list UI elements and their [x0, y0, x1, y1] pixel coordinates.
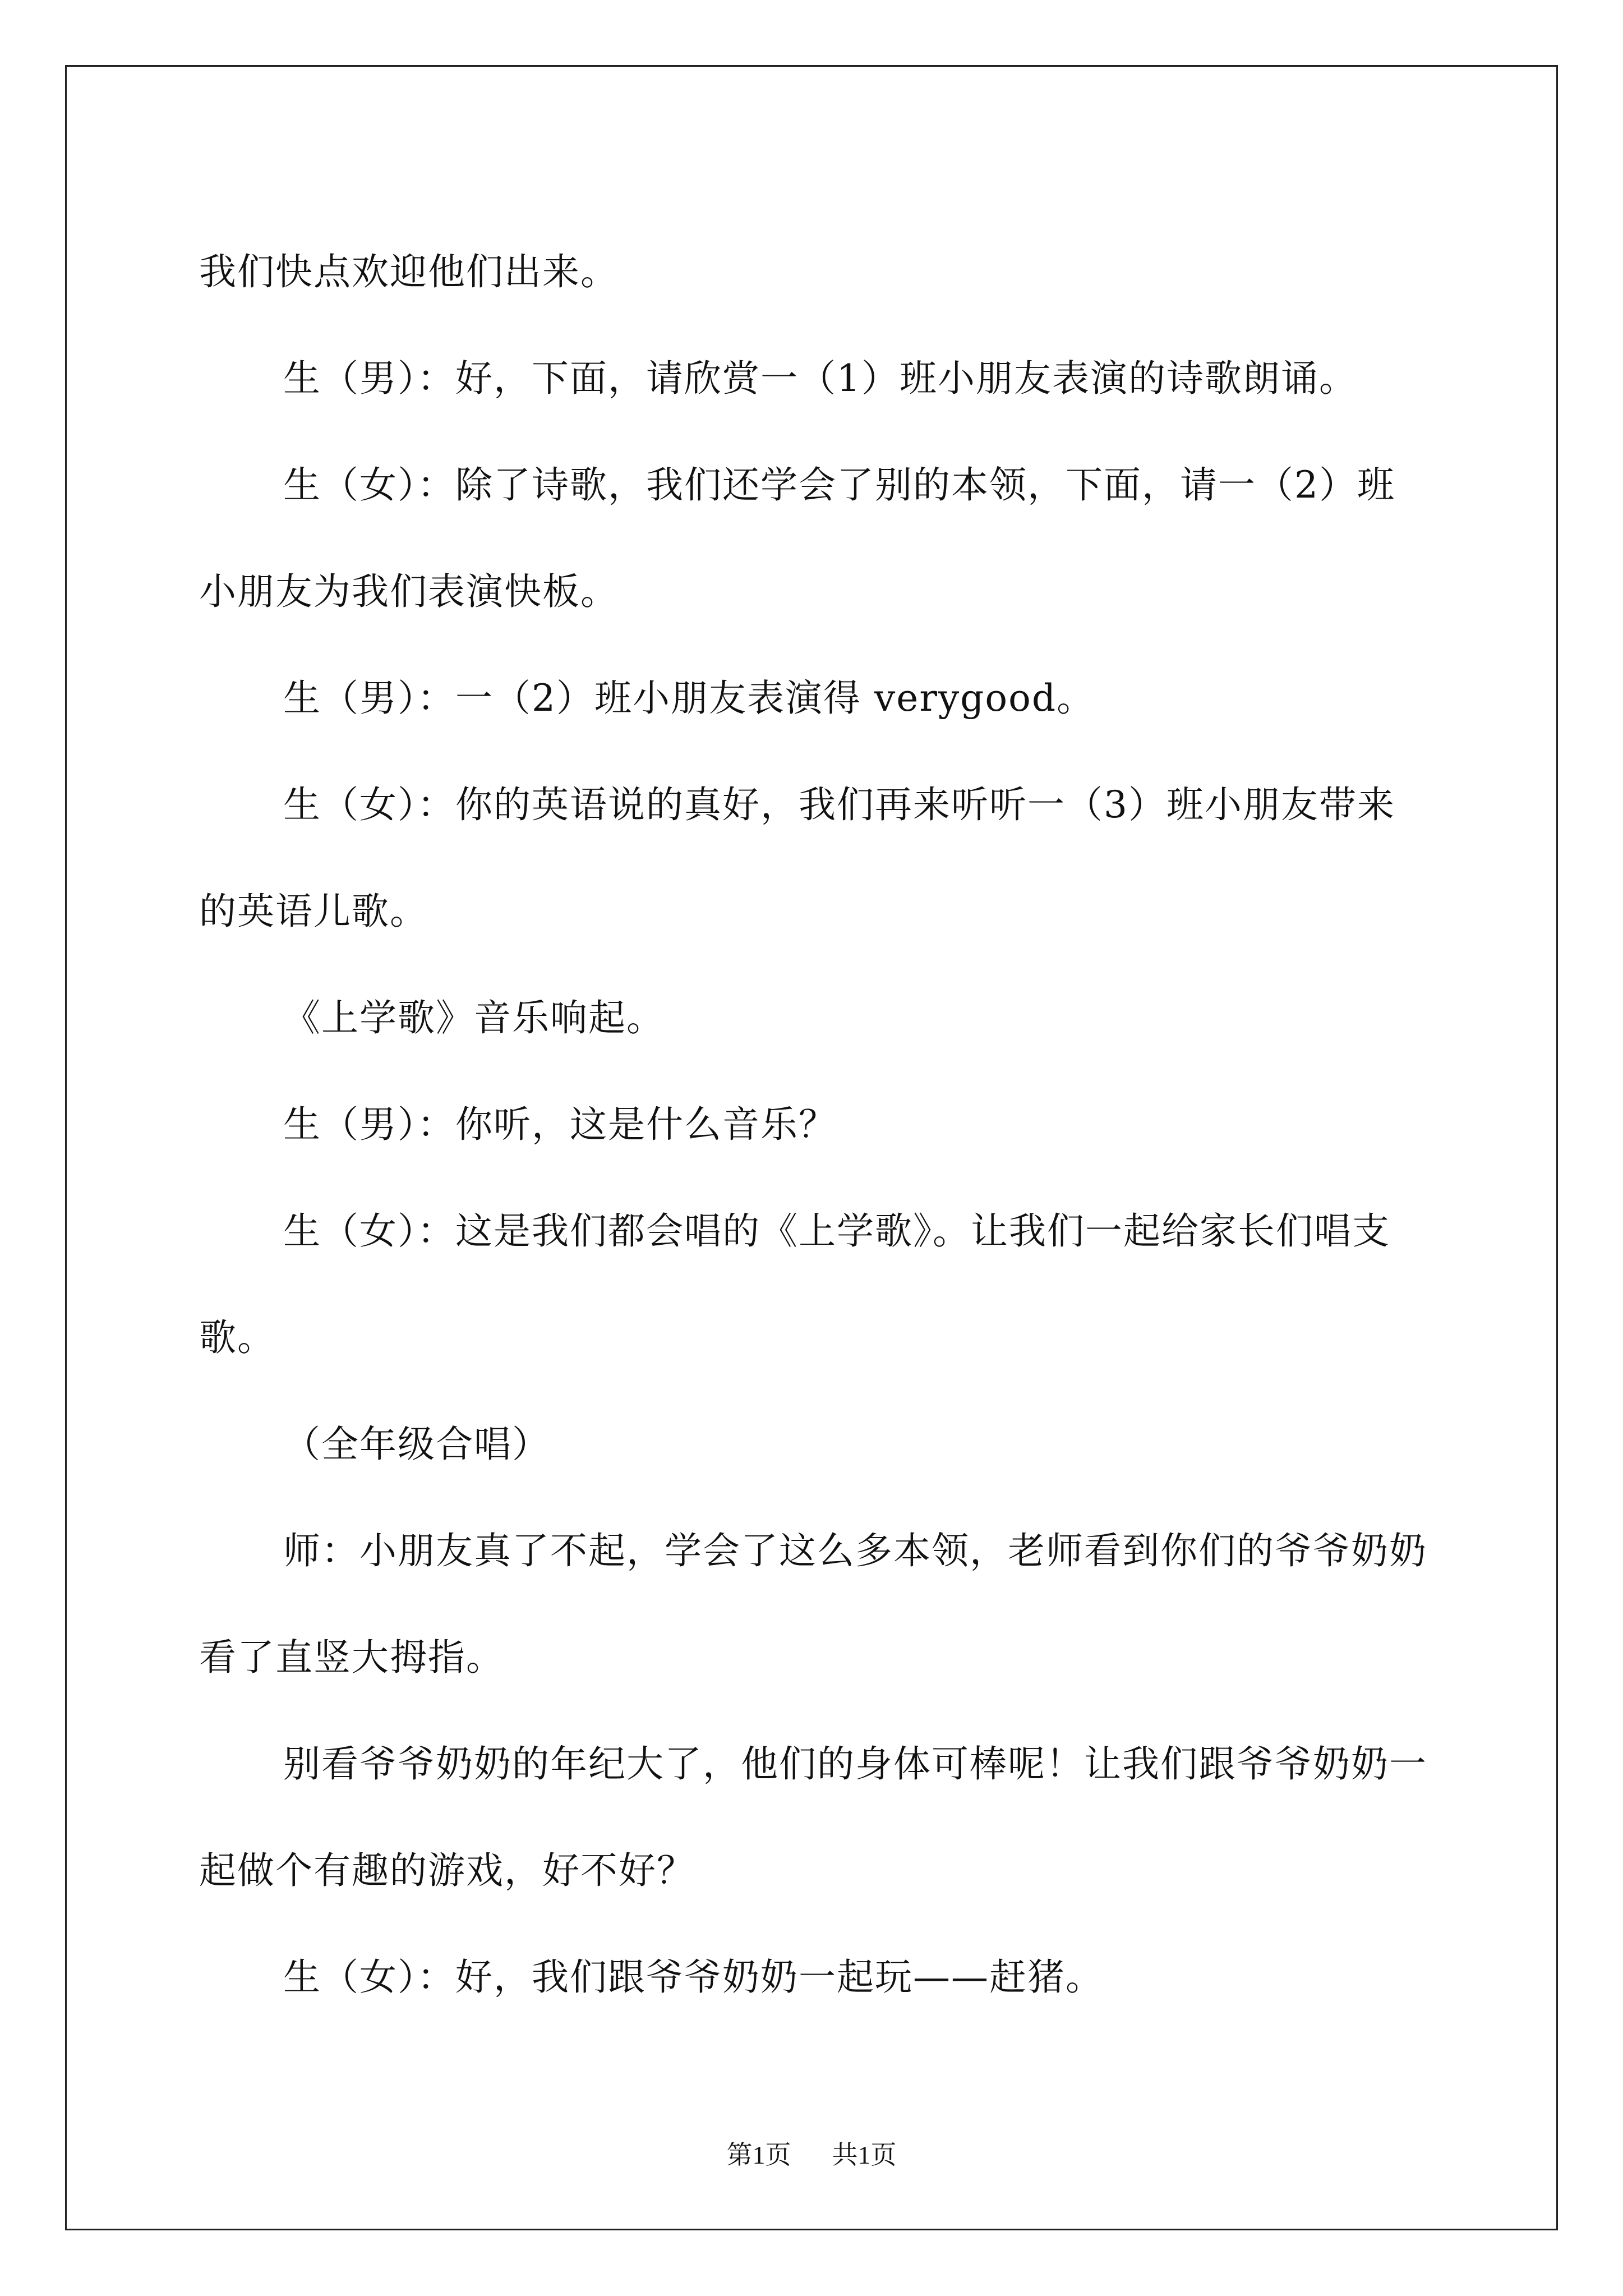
paragraph: 我们快点欢迎他们出来。 [199, 250, 619, 293]
paragraph: 《上学歌》音乐响起。 [283, 996, 665, 1039]
paragraph: 生（男）：好，下面，请欣赏一（1）班小朋友表演的诗歌朗诵。 [283, 357, 1357, 400]
paragraph: （全年级合唱） [283, 1423, 550, 1466]
paragraph: 生（女）：这是我们都会唱的《上学歌》。让我们一起给家长们唱支歌。 [199, 1209, 1390, 1359]
paragraph: 生（男）：你听，这是什么音乐？ [283, 1103, 837, 1146]
page-total: 共1页 [832, 2141, 897, 2169]
paragraph: 生（女）：你的英语说的真好，我们再来听听一（3）班小朋友带来的英语儿歌。 [199, 783, 1395, 933]
paragraph: 生（女）：除了诗歌，我们还学会了别的本领，下面，请一（2）班小朋友为我们表演快板。 [199, 463, 1395, 613]
paragraph: 生（男）：一（2）班小朋友表演得 verygood。 [283, 677, 1095, 720]
page-number: 第1页 [726, 2141, 791, 2169]
paragraph: 别看爷爷奶奶的年纪大了，他们的身体可棒呢！让我们跟爷爷奶奶一起做个有趣的游戏，好不好？ [199, 1742, 1427, 1892]
paragraph: 师：小朋友真了不起，学会了这么多本领，老师看到你们的爷爷奶奶看了直竖大拇指。 [199, 1529, 1427, 1679]
document-body [199, 219, 1427, 2031]
paragraph: 生（女）：好，我们跟爷爷奶奶一起玩——赶猪。 [283, 1955, 1104, 1999]
page-footer [0, 2134, 1623, 2171]
